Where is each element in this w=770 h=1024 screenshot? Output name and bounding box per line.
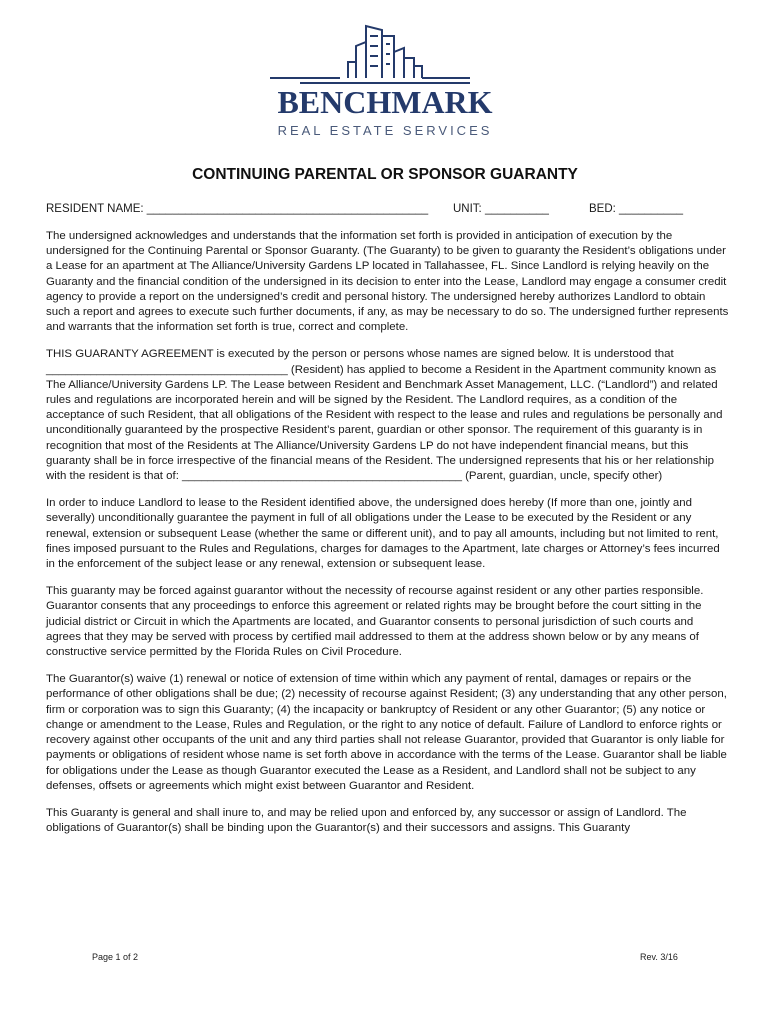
guaranty-body	[46, 229, 731, 848]
revision-label: Rev. 3/16	[640, 952, 678, 962]
bed-field[interactable]: BED: __________	[589, 203, 683, 215]
document-title: CONTINUING PARENTAL OR SPONSOR GUARANTY	[192, 166, 578, 183]
building-skyline-icon	[270, 22, 500, 92]
resident-name-field[interactable]: RESIDENT NAME: ____________________________________________	[46, 203, 429, 215]
paragraph-guaranty-agreement: THIS GUARANTY AGREEMENT is executed by the person or persons whose names are signed below. It is understood that ______________________________________ (Resident) has applied to become a Resident in the Apartment community known as The Alliance/University Gardens LP. The Lease between Resident and Benchmark Asset Management, LLC. (“Landlord”) and related rules and regulations are incorporated herein and will be signed by the Resident. The Landlord requires, as a condition of the acceptance of such Resident, that all obligations of the Resident with respect to the lease and rules and regulations be personally and unconditionally guaranteed by the prospective Resident’s parent, guardian or other sponsor. The requirement of this guaranty is in recognition that most of the Residents at The Alliance/University Gardens LP do not have independent financial means, but this guaranty shall be in force irrespective of the financial means of the Resident. The undersigned represents that his or her relationship with the resident is that of: ____________________________________________ (Parent, guardian, uncle, specify other)	[46, 348, 723, 483]
company-tagline: REAL ESTATE SERVICES	[277, 123, 493, 138]
paragraph-successors: This Guaranty is general and shall inure to, and may be relied upon and enforced by, any successor or assign of Landlord. The obligations of Guarantor(s) shall be binding upon the Guarantor(s) and their successors and assigns. This Guaranty	[46, 806, 687, 835]
company-name: BENCHMARK	[277, 84, 493, 120]
paragraph-waivers: The Guarantor(s) waive (1) renewal or notice of extension of time within which any payment of rental, damages or repairs or the performance of other obligations shall be due; (2) necessity of recourse against Resident; (3) any understanding that any other person, firm or corporation was to sign this Guaranty; (4) the incapacity or bankruptcy of Resident or any other Guarantor; (5) any notice or change or amendment to the Lease, Rules and Regulation, or the right to any notice of default. Failure of Landlord to enforce rights or recovery against other occupants of the unit and any third parties shall not release Guarantor, provided that Guarantor is only liable for payments or obligations of resident whose name is set forth above in accordance with the terms of the Lease. Guarantor shall be liable for obligations under the Lease as though Guarantor executed the Lease as a Resident, and Landlord shall not be subject to any defenses, offsets or agreements which might exist between Guarantor and Resident.	[46, 673, 727, 792]
page-number: Page 1 of 2	[92, 952, 139, 962]
company-logo	[270, 22, 500, 142]
unit-field[interactable]: UNIT: __________	[453, 203, 549, 215]
paragraph-inducement: In order to induce Landlord to lease to the Resident identified above, the undersigned does hereby (If more than one, jointly and severally) unconditionally guarantee the payment in full of all obligations under the Lease to be executed by the Resident or any renewal, extension or subsequent Lease (whether the same or different unit), and to pay all amounts, including but not limited to rent, fines imposed pursuant to the Rules and Regulations, charges for damages to the Apartment, late charges or Attorney’s fees incurred in the enforcement of the subject lease or any renewal, extension or subsequent lease.	[46, 497, 720, 571]
paragraph-credit-authorization: The undersigned acknowledges and understands that the information set forth is provided in anticipation of execution by the undersigned for the Continuing Parental or Sponsor Guaranty. (The Guaranty) to be given to guaranty the Resident’s obligations under a Lease for an apartment at The Alliance/University Gardens LP located in Tallahassee, FL. Since Landlord is relying heavily on the Guaranty and the financial condition of the undersigned in its decision to enter into the Lease, Landlord may engage a consumer credit agency to provide a report on the undersigned’s credit and personal history. The undersigned hereby authorizes Landlord to obtain such a report and agrees to execute such further documents, if any, as may be necessary to do so. The undersigned further represents and warrants that the information set forth is true, correct and complete.	[46, 230, 729, 334]
paragraph-jurisdiction: This guaranty may be forced against guarantor without the necessity of recourse against resident or any other parties responsible. Guarantor consents that any proceedings to enforce this agreement or related rights may be brought before the court sitting in the judicial district or Circuit in which the Apartments are located, and Guarantor consents to personal jurisdiction of such courts and agrees that they may be served with process by certified mail addressed to them at the address shown below or by any means of constructive service permitted by the Florida Rules on Civil Procedure.	[46, 585, 704, 659]
